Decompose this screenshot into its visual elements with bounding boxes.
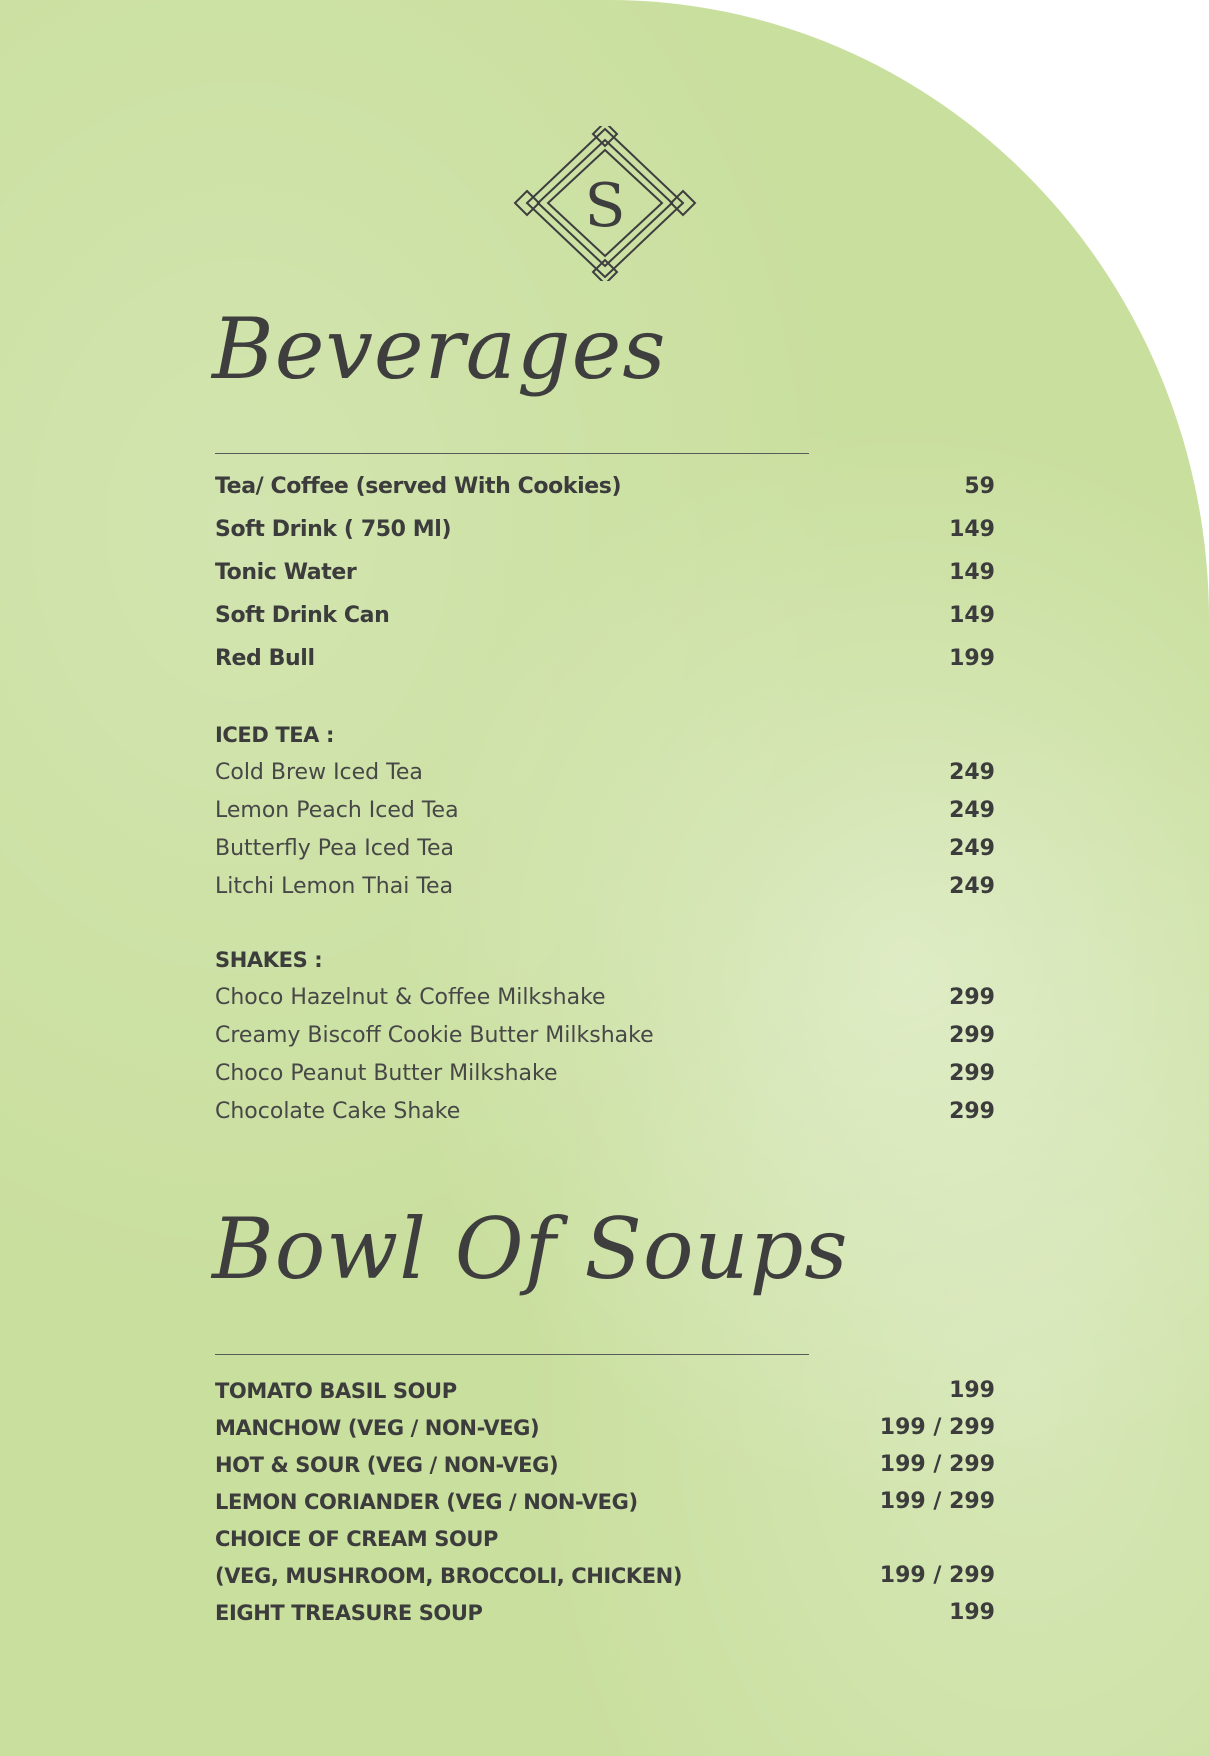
item-price: 299 — [949, 1099, 995, 1124]
menu-item — [215, 1596, 995, 1630]
menu-item — [215, 1057, 995, 1091]
beverages-divider — [215, 453, 809, 454]
item-name: MANCHOW (VEG / NON-VEG) — [215, 1416, 540, 1440]
item-name: Litchi Lemon Thai Tea — [215, 874, 454, 899]
menu-item — [215, 1095, 995, 1129]
menu-item — [215, 1019, 995, 1053]
item-price: 249 — [949, 836, 995, 861]
item-name: Creamy Biscoff Cookie Butter Milkshake — [215, 1023, 654, 1048]
item-name: Tonic Water — [215, 560, 357, 585]
item-name: (VEG, MUSHROOM, BROCCOLI, CHICKEN) — [215, 1564, 683, 1588]
shakes-heading: SHAKES : — [215, 948, 323, 972]
menu-item — [215, 756, 995, 790]
item-name: TOMATO BASIL SOUP — [215, 1379, 457, 1403]
item-price: 199 / 299 — [879, 1563, 995, 1588]
item-price: 199 — [949, 1378, 995, 1403]
item-name: Choco Hazelnut & Coffee Milkshake — [215, 985, 606, 1010]
item-price: 59 — [964, 474, 995, 499]
item-name: EIGHT TREASURE SOUP — [215, 1601, 483, 1625]
item-name: Soft Drink Can — [215, 603, 390, 628]
menu-item — [215, 1485, 995, 1519]
item-price: 299 — [949, 1023, 995, 1048]
item-price: 149 — [949, 603, 995, 628]
menu-item — [215, 599, 995, 633]
item-price: 199 / 299 — [879, 1415, 995, 1440]
item-name: HOT & SOUR (VEG / NON-VEG) — [215, 1453, 559, 1477]
menu-item — [215, 1448, 995, 1482]
item-price: 199 — [949, 1600, 995, 1625]
beverages-title: Beverages — [212, 300, 667, 398]
iced-tea-heading: ICED TEA : — [215, 723, 334, 747]
item-name: LEMON CORIANDER (VEG / NON-VEG) — [215, 1490, 638, 1514]
menu-item — [215, 470, 995, 504]
item-price: 299 — [949, 1061, 995, 1086]
menu-item — [215, 642, 995, 676]
item-price: 249 — [949, 760, 995, 785]
item-name: Cold Brew Iced Tea — [215, 760, 423, 785]
item-name: Choco Peanut Butter Milkshake — [215, 1061, 558, 1086]
item-price: 249 — [949, 874, 995, 899]
item-name: Chocolate Cake Shake — [215, 1099, 461, 1124]
soups-title: Bowl Of Soups — [212, 1200, 849, 1298]
item-price: 199 / 299 — [879, 1452, 995, 1477]
soups-divider — [215, 1354, 809, 1355]
item-name: Soft Drink ( 750 Ml) — [215, 517, 452, 542]
menu-item — [215, 1374, 995, 1408]
menu-item — [215, 1559, 995, 1593]
item-price: 299 — [949, 985, 995, 1010]
item-price: 199 — [949, 646, 995, 671]
menu-item — [215, 1411, 995, 1445]
item-name: Tea/ Coffee (served With Cookies) — [215, 474, 622, 499]
item-price: 149 — [949, 560, 995, 585]
item-price: 199 / 299 — [879, 1489, 995, 1514]
item-name: Butterfly Pea Iced Tea — [215, 836, 455, 861]
diamond-s-logo-icon — [505, 126, 705, 281]
menu-item — [215, 513, 995, 547]
menu-item — [215, 556, 995, 590]
menu-item — [215, 981, 995, 1015]
menu-item — [215, 870, 995, 904]
item-name: CHOICE OF CREAM SOUP — [215, 1527, 499, 1551]
item-name: Red Bull — [215, 646, 315, 671]
menu-item — [215, 794, 995, 828]
menu-item — [215, 832, 995, 866]
item-price: 249 — [949, 798, 995, 823]
item-name: Lemon Peach Iced Tea — [215, 798, 459, 823]
menu-item — [215, 1522, 995, 1556]
item-price: 149 — [949, 517, 995, 542]
logo-letter: S — [584, 171, 626, 241]
